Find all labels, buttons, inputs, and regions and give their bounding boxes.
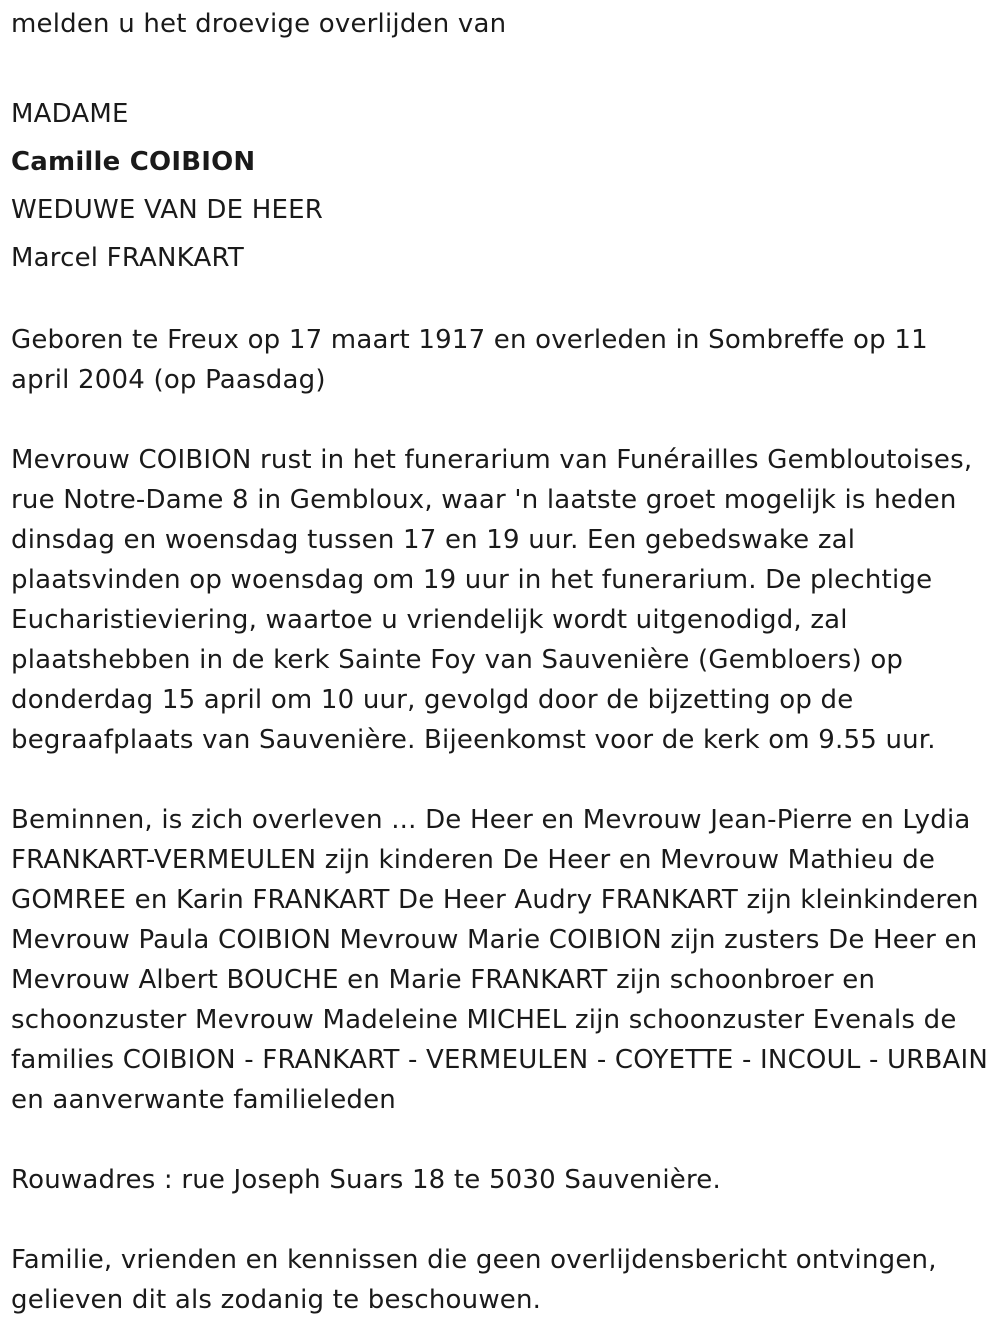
deceased-name: Camille COIBION (11, 147, 256, 177)
birth-death-paragraph: Geboren te Freux op 17 maart 1917 en overleden in Sombreffe op 11 april 2004 (op Paasdag) (11, 325, 928, 395)
funeral-details-paragraph: Mevrouw COIBION rust in het funerarium van Funérailles Gembloutoises, rue Notre-Dame 8 in Gembloux, waar 'n laatste groet mogelijk is heden dinsdag en woensdag tussen 17 en 19 uur. Een gebedswake zal plaatsvinden op woensdag om 19 uur in het funerarium. De plechtige Eucharistieviering, waartoe u vriendelijk wordt uitgenodigd, zal plaatshebben in de kerk Sainte Foy van Sauvenière (Gembloers) op donderdag 15 april om 10 uur, gevolgd door de bijzetting op de begraafplaats van Sauvenière. Bijeenkomst voor de kerk om 9.55 uur. (11, 445, 973, 755)
death-notice (11, 0, 993, 1320)
closing-paragraph: Familie, vrienden en kennissen die geen overlijdensbericht ontvingen, gelieven dit als zodanig te beschouwen. (11, 1245, 937, 1315)
intro-text: melden u het droevige overlijden van (11, 9, 507, 39)
survivors-paragraph: Beminnen, is zich overleven ... De Heer en Mevrouw Jean-Pierre en Lydia FRANKART-VERMEULEN zijn kinderen De Heer en Mevrouw Mathieu de GOMREE en Karin FRANKART De Heer Audry FRANKART zijn kleinkinderen Mevrouw Paula COIBION Mevrouw Marie COIBION zijn zusters De Heer en Mevrouw Albert BOUCHE en Marie FRANKART zijn schoonbroer en schoonzuster Mevrouw Madeleine MICHEL zijn schoonzuster Evenals de families COIBION - FRANKART - VERMEULEN - COYETTE - INCOUL - URBAIN en aanverwante familieleden (11, 805, 989, 1115)
widow-of-label: WEDUWE VAN DE HEER (11, 195, 323, 225)
spouse-name: Marcel FRANKART (11, 243, 244, 273)
deceased-name-block (11, 90, 993, 282)
honorific: MADAME (11, 99, 129, 129)
mourning-address: Rouwadres : rue Joseph Suars 18 te 5030 Sauvenière. (11, 1165, 721, 1195)
